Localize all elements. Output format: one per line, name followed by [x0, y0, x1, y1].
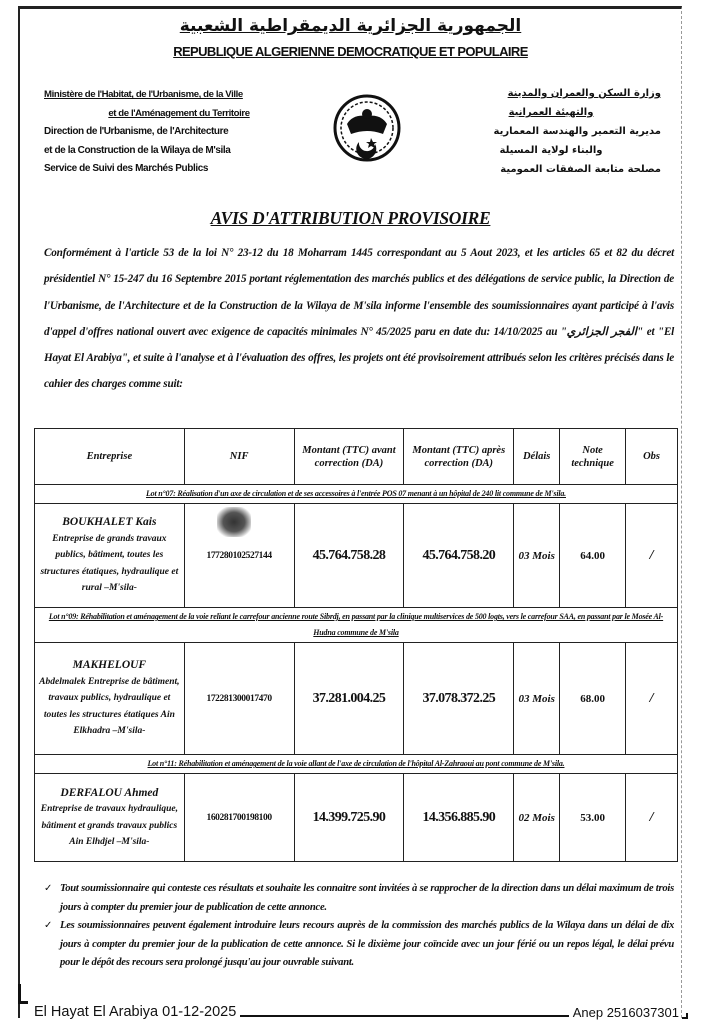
table-header-row: [35, 429, 678, 485]
table-row: [35, 504, 678, 608]
company-description: Entreprise de grands travaux publics, bâtiment, toutes les structures étatiques, hydraulique et rural –M'sila-: [40, 533, 179, 594]
header-title-arabic: الجمهورية الجزائرية الديمقراطية الشعبية: [179, 16, 522, 36]
amount-after-cell: 14.356.885.90: [404, 774, 514, 862]
service-line-ar: مصلحة متابعة الصفقات العمومية: [500, 164, 661, 175]
note-text: Les soumissionnaires peuvent également introduire leurs recours auprès de la commission des marchés publics de la Wilaya dans un délai de dix jours à compter du premier jour de la publication de cette annonce. Si le dixième jour coïncide avec un jour férié ou un repos légal, le délai prévu pour le dépôt des recours sera prolongé jusqu'au jour ouvrable suivant.: [60, 920, 674, 968]
checkmark-icon: ✓: [44, 883, 53, 894]
amount-after-cell: 45.764.758.20: [404, 504, 514, 608]
tech-score-cell: 64.00: [560, 504, 626, 608]
amount-before-cell: 14.399.725.90: [294, 774, 404, 862]
header-delay: Délais: [514, 429, 560, 485]
document-title: AVIS D'ATTRIBUTION PROVISOIRE: [210, 208, 491, 228]
direction-line: Direction de l'Urbanisme, de l'Architecture: [44, 126, 229, 137]
table-row: [35, 774, 678, 862]
lot-title: Lot n°09: Réhabilitation et aménagement de la voie reliant le carrefour ancienne route Sibrdj, en passant par la clinique multiservices de 500 logts, vers le carrefour SAA, en passant par le Mosée Al-Hudna commune de M'sila: [35, 608, 678, 643]
ministry-line: Ministère de l'Habitat, de l'Urbanisme, de la Ville: [44, 89, 243, 100]
note-text: Tout soumissionnaire qui conteste ces résultats et souhaite les connaitre sont invitées à se rapprocher de la direction dans un délai maximum de trois jours à compter du premier jour de publication de cette annonce.: [60, 883, 674, 913]
header-amount-before: Montant (TTC) avant correction (DA): [294, 429, 404, 485]
header-tech-score: Note technique: [560, 429, 626, 485]
direction-line-ar: مديرية التعمير والهندسة المعمارية: [493, 126, 661, 137]
delay-cell: 03 Mois: [514, 643, 560, 755]
checkmark-icon: ✓: [44, 920, 53, 931]
publication-info: El Hayat El Arabiya 01-12-2025: [34, 1004, 237, 1020]
table-row: [35, 643, 678, 755]
direction-line: et de la Construction de la Wilaya de M'sila: [44, 144, 231, 156]
anep-reference: Anep 2516037301: [572, 1005, 679, 1020]
tech-score-cell: 53.00: [560, 774, 626, 862]
company-description: Entreprise de travaux hydraulique, bâtiment et grands travaux publics Ain Elhdjel –M'sila-: [40, 804, 178, 847]
service-line: Service de Suivi des Marchés Publics: [44, 163, 209, 174]
footer-rule: [240, 1015, 568, 1017]
tech-score-cell: 68.00: [560, 643, 626, 755]
header-obs: Obs: [626, 429, 678, 485]
ministry-line: et de l'Aménagement du Territoire: [108, 107, 250, 119]
header-amount-after: Montant (TTC) après correction (DA): [404, 429, 514, 485]
direction-line-ar: والبناء لولاية المسيلة: [499, 145, 603, 156]
corner-mark: [682, 1013, 688, 1019]
stamp-smudge: [217, 507, 251, 537]
notes-list: [44, 880, 674, 973]
nif-cell: 172281300017470: [184, 643, 294, 755]
header-title-french: REPUBLIQUE ALGERIENNE DEMOCRATIQUE ET POPULAIRE: [173, 44, 528, 59]
header-company: Entreprise: [35, 429, 185, 485]
header-nif: NIF: [184, 429, 294, 485]
lot-title: Lot n°07: Réalisation d'un axe de circulation et de ses accessoires à l'entrée POS 07 menant à un hôpital de 240 lit commune de M'sila.: [35, 485, 678, 504]
company-cell: [35, 774, 185, 862]
ministry-line-ar: والتهيئة العمرانية: [508, 107, 594, 118]
lot-title-row: [35, 608, 678, 643]
obs-cell: /: [626, 504, 678, 608]
company-name: DERFALOU Ahmed: [60, 786, 159, 799]
company-name: BOUKHALET Kais: [62, 516, 157, 529]
algeria-national-emblem-icon: [333, 94, 401, 162]
footer: [18, 998, 688, 1020]
nif-cell: 160281700198100: [184, 774, 294, 862]
ministry-line-ar: وزارة السكن والعمران والمدينة: [507, 88, 661, 99]
intro-paragraph: Conformément à l'article 53 de la loi N° 23-12 du 18 Moharram 1445 correspondant au 5 Aout 2023, et les articles 65 et 82 du décret présidentiel N° 15-247 du 16 Septembre 2015 portant réglementation des marchés publics et des délégations de service public, la Direction de l'Urbanisme, de l'Architecture et de la Construction de la Wilaya de M'sila informe l'ensemble des soumissionnaires ayant participé à l'avis d'appel d'offres national ouvert avec exigence de capacités minimales N° 45/2025 paru en date du: 14/10/2025 au "الفجر الجزائري" et "El Hayat El Arabiya", et suite à l'analyse et à l'évaluation des offres, les projets ont été provisoirement attribués selon les critères précisés dans le cahier des charges comme suit:: [44, 247, 674, 391]
delay-cell: 03 Mois: [514, 504, 560, 608]
company-description: Abdelmalek Entreprise de bâtiment, travaux publics, hydraulique et toutes les structures étatiques Ain Elkhadra –M'sila-: [39, 676, 180, 737]
lot-title-row: [35, 485, 678, 504]
amount-before-cell: 45.764.758.28: [294, 504, 404, 608]
amount-after-cell: 37.078.372.25: [404, 643, 514, 755]
ministry-block-arabic: [441, 84, 661, 179]
corner-bracket: [18, 984, 28, 1004]
company-cell: [35, 504, 185, 608]
ministry-block-french: [44, 86, 306, 179]
obs-cell: /: [626, 774, 678, 862]
delay-cell: 02 Mois: [514, 774, 560, 862]
lot-title: Lot n°11: Réhabilitation et aménagement de la voie allant de l'axe de circulation de l'hôpital Al-Zahraoui au pont commune de M'sila.: [35, 755, 678, 774]
company-name: MAKHELOUF: [72, 659, 147, 672]
nif-cell: 177280102527144: [184, 504, 294, 608]
lot-title-row: [35, 755, 678, 774]
amount-before-cell: 37.281.004.25: [294, 643, 404, 755]
note-item: [44, 880, 674, 917]
company-cell: [35, 643, 185, 755]
attribution-table: [34, 428, 678, 862]
obs-cell: /: [626, 643, 678, 755]
note-item: [44, 917, 674, 973]
